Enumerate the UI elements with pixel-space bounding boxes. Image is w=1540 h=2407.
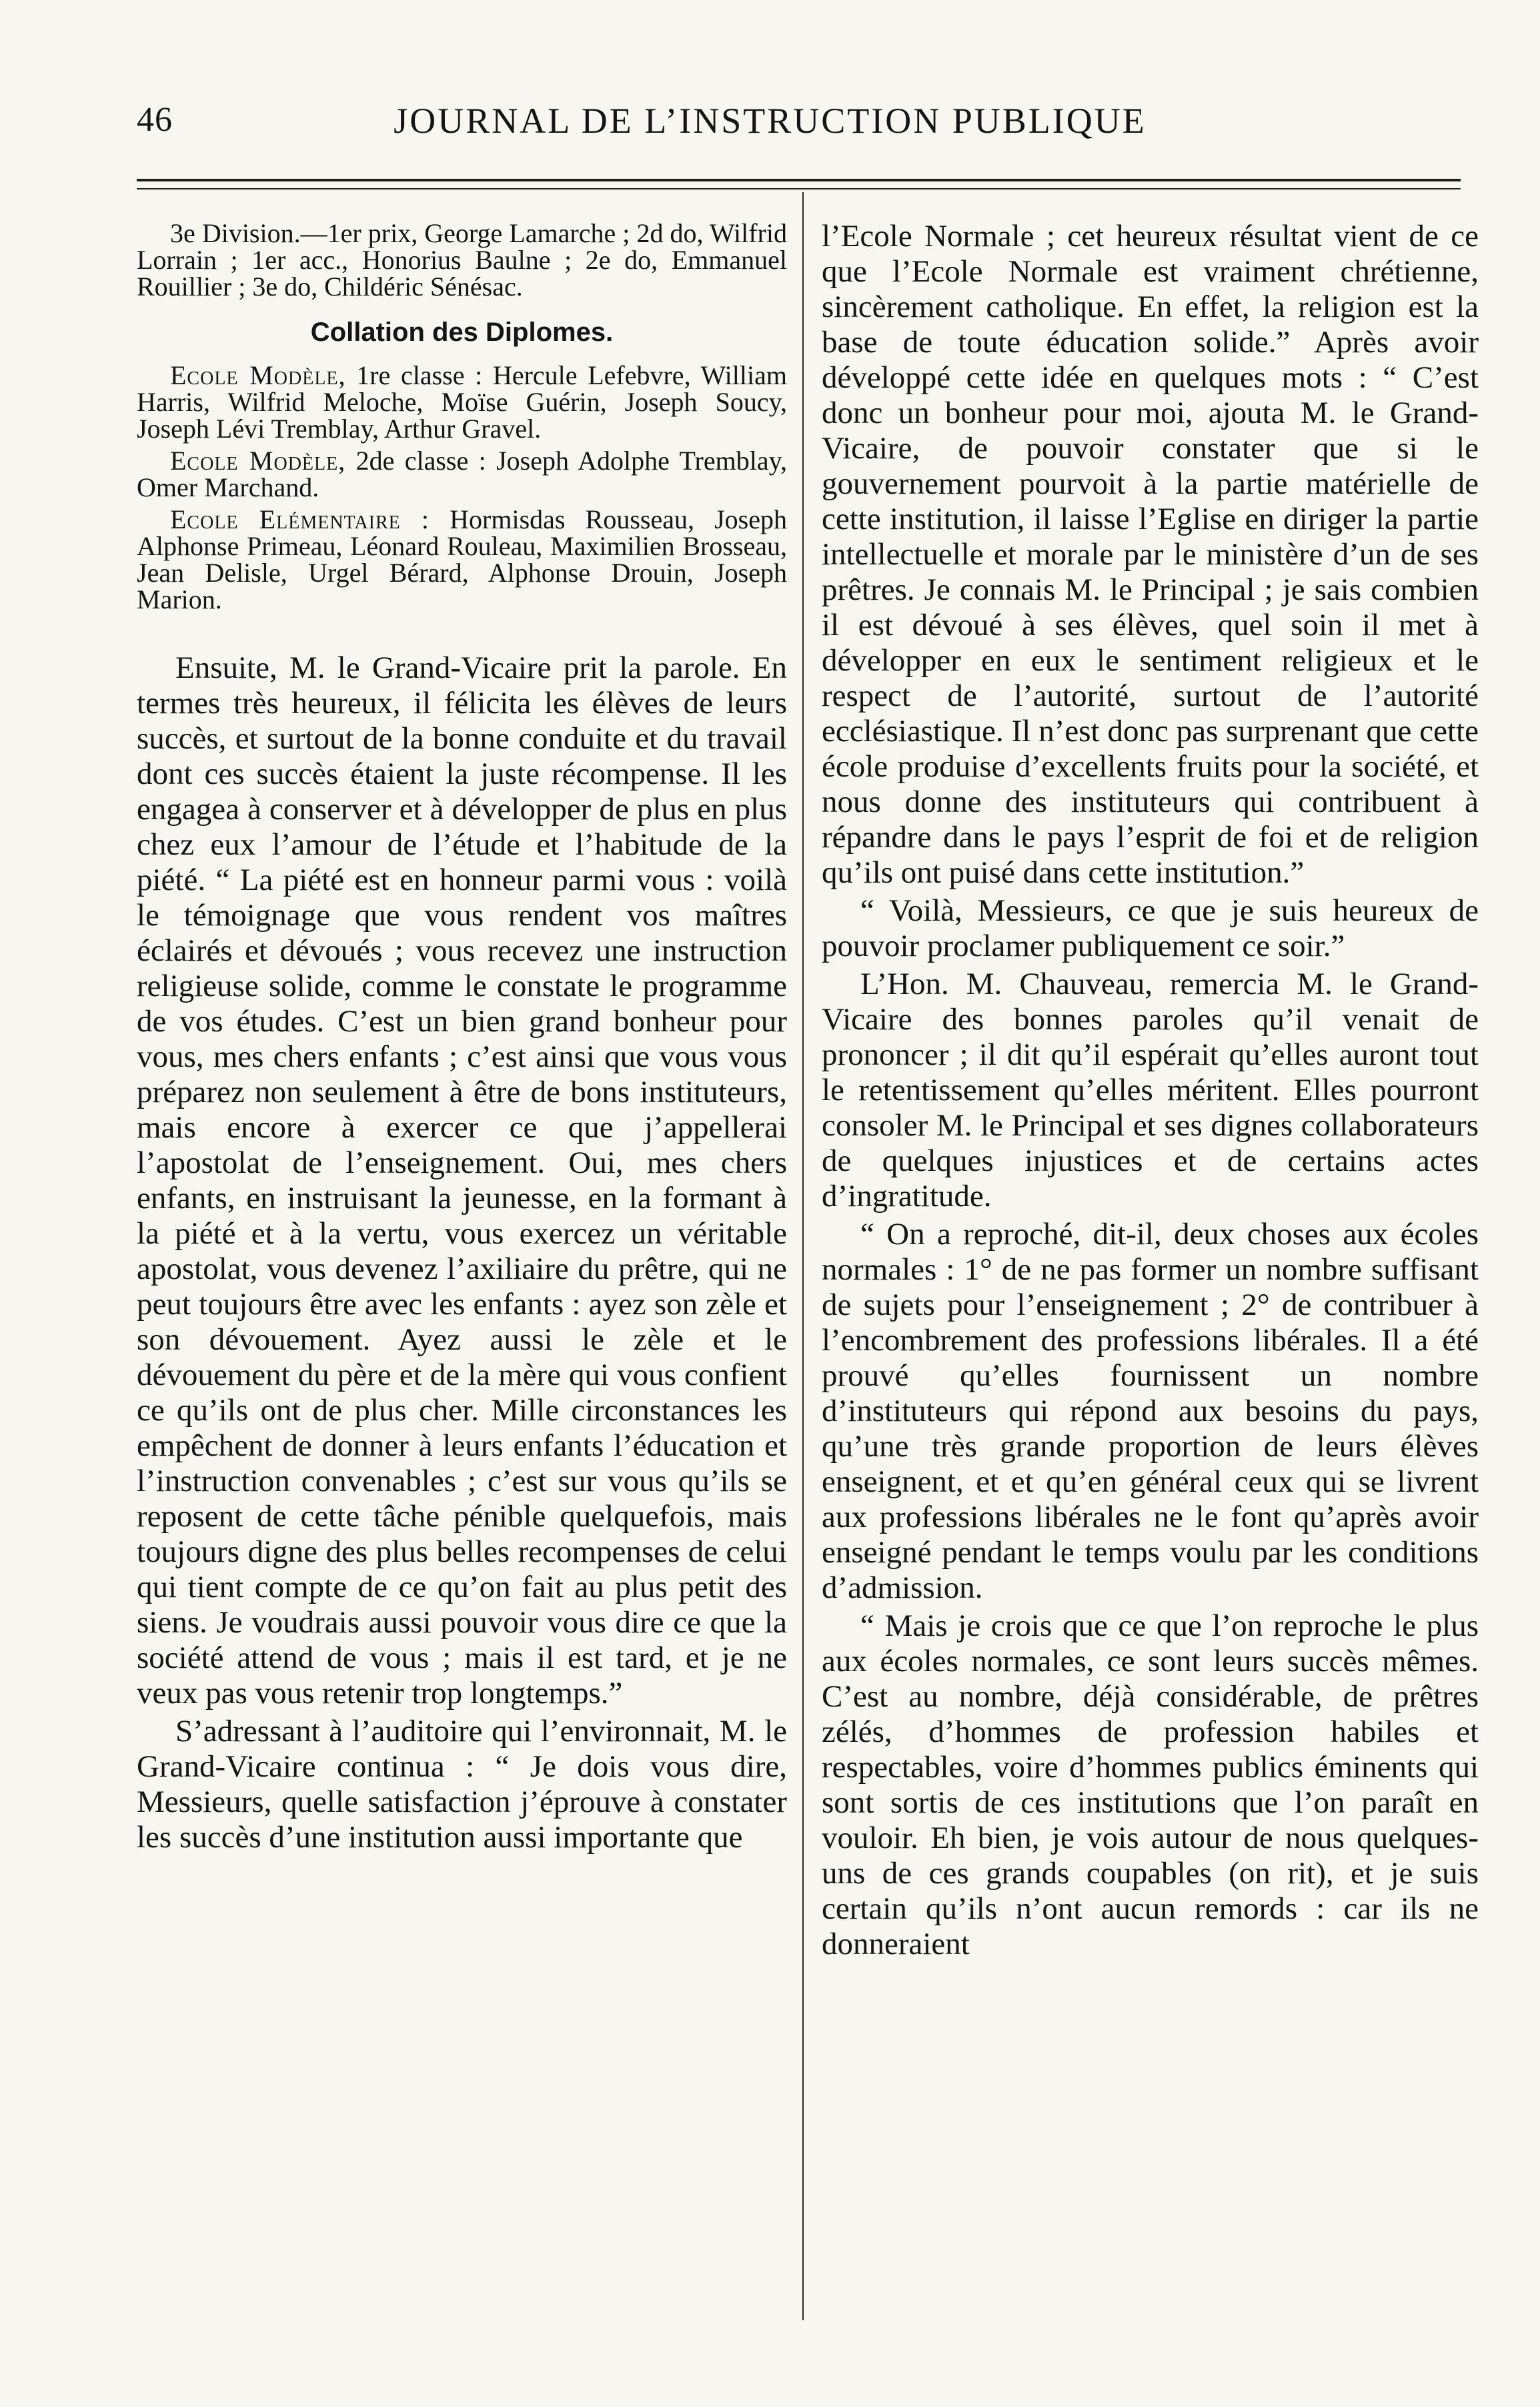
column-divider	[802, 192, 804, 2320]
left-column	[137, 220, 787, 1855]
diploma-entry	[137, 448, 787, 501]
body-paragraph: “ Mais je crois que ce que l’on reproche le plus aux écoles normales, ce sont leurs succès mêmes. C’est au nombre, déjà considérable, de prêtres zélés, d’hommes de profession habiles et respectables, voire d’hommes publics éminents qui sont sortis de ces institutions que l’on paraît en vouloir. Eh bien, je vois autour de nous quelques-uns de ces grands coupables (on rit), et je suis certain qu’ils n’ont aucun remords : car ils ne donneraient	[822, 1608, 1479, 1961]
body-paragraph: L’Hon. M. Chauveau, remercia M. le Grand-Vicaire des bonnes paroles qu’il venait de prononcer ; il dit qu’il espérait qu’elles auront tout le retentissement qu’elles méritent. Elles pourront consoler M. le Principal et ses dignes collaborateurs de quelques injustices et de certains actes d’ingratitude.	[822, 967, 1479, 1214]
diploma-label: Ecole Modèle,	[170, 446, 346, 476]
body-paragraph: “ On a reproché, dit-il, deux choses aux écoles normales : 1° de ne pas former un nombre suffisant de sujets pour l’enseignement ; 2° de contribuer à l’encombrement des professions libérales. Il a été prouvé qu’elles fournissent un nombre d’instituteurs qui répond aux besoins du pays, qu’une très grande proportion de leurs élèves enseignent, et et qu’en général ceux qui se livrent aux professions libérales ne le font qu’après avoir enseigné pendant le temps voulu par les conditions d’admission.	[822, 1217, 1479, 1605]
section-heading: Collation des Diplomes.	[310, 318, 614, 347]
diploma-names: 2de classe : Joseph Adolphe Tremblay, Omer Marchand.	[137, 446, 788, 502]
body-paragraph: l’Ecole Normale ; cet heureux résultat vient de ce que l’Ecole Normale est vraiment chrétienne, sincèrement catholique. En effet, la religion est la base de toute éducation solide.” Après avoir développé cette idée en quelques mots : “ C’est donc un bonheur pour moi, ajouta M. le Grand-Vicaire, de pouvoir constater que si le gouvernement pourvoit à la partie matérielle de cette institution, il laisse l’Eglise en diriger la partie intellectuelle et morale par le ministère d’un de ses prêtres. Je connais M. le Principal ; je sais combien il est dévoué à ses élèves, quel soin il met à développer en eux le sentiment religieux et le respect de l’autorité, surtout de l’autorité ecclésiastique. Il n’est donc pas surprenant que cette école produise d’excellents fruits pour la société, et nous donne des instituteurs qui contribuent à répandre dans le pays l’esprit de foi et de religion qu’ils ont puisé dans cette institution.”	[822, 219, 1479, 890]
diploma-label: Ecole Elémentaire :	[170, 504, 430, 534]
diploma-names: 1re classe : Hercule Lefebvre, William Harris, Wilfrid Meloche, Moïse Guérin, Joseph Soucy, Joseph Lévi Tremblay, Arthur Gravel.	[137, 360, 787, 444]
diploma-entry	[137, 506, 787, 613]
diploma-names: Hormisdas Rousseau, Joseph Alphonse Primeau, Léonard Rouleau, Maximilien Brosseau, Jean Delisle, Urgel Bérard, Alphonse Drouin, Joseph Marion.	[137, 504, 788, 614]
header-rule-thick	[137, 179, 1461, 181]
diploma-label: Ecole Modèle,	[170, 360, 346, 390]
body-paragraph: Ensuite, M. le Grand-Vicaire prit la parole. En termes très heureux, il félicita les élèves de leurs succès, et surtout de la bonne conduite et du travail dont ces succès étaient la juste récompense. Il les engagea à conserver et à développer de plus en plus chez eux l’amour de l’étude et l’habitude de la piété. “ La piété est en honneur parmi vous : voilà le témoignage que vous rendent vos maîtres éclairés et dévoués ; vous recevez une instruction religieuse solide, comme le constate le programme de vos études. C’est un bien grand bonheur pour vous, mes chers enfants ; c’est ainsi que vous vous préparez non seulement à être de bons instituteurs, mais encore à exercer ce que j’appellerai l’apostolat de l’enseignement. Oui, mes chers enfants, en instruisant la jeunesse, en la formant à la piété et à la vertu, vous exercez un véritable apostolat, vous devenez l’axiliaire du prêtre, qui ne peut toujours être avec les enfants : ayez son zèle et son dévouement. Ayez aussi le zèle et le dévouement du père et de la mère qui vous confient ce qu’ils ont de plus cher. Mille circonstances les empêchent de donner à leurs enfants l’éducation et l’instruction convenables ; c’est sur vous qu’ils se reposent de cette tâche pénible quelquefois, mais toujours digne des plus belles recompenses de celui qui tient compte de ce qu’on fait au plus petit des siens. Je voudrais aussi pouvoir vous dire ce que la société attend de vous ; mais il est tard, et je ne veux pas vous retenir trop longtemps.”	[137, 650, 787, 1711]
body-paragraph: “ Voilà, Messieurs, ce que je suis heureux de pouvoir proclamer publiquement ce soir.”	[822, 893, 1479, 963]
diploma-entry	[137, 362, 787, 442]
running-title: JOURNAL DE L’INSTRUCTION PUBLIQUE	[394, 101, 1146, 141]
right-column	[822, 219, 1479, 1962]
page-number: 46	[137, 101, 173, 139]
spacer	[137, 618, 787, 650]
body-paragraph: S’adressant à l’auditoire qui l’environnait, M. le Grand-Vicaire continua : “ Je dois vous dire, Messieurs, quelle satisfaction j’éprouve à constater les succès d’une institution aussi importante que	[137, 1714, 787, 1855]
prize-list-division-3: 3e Division.—1er prix, George Lamarche ; 2d do, Wilfrid Lorrain ; 1er acc., Honorius Baulne ; 2e do, Emmanuel Rouillier ; 3e do, Childéric Sénésac.	[137, 218, 787, 302]
header-rule-thin	[137, 188, 1461, 189]
